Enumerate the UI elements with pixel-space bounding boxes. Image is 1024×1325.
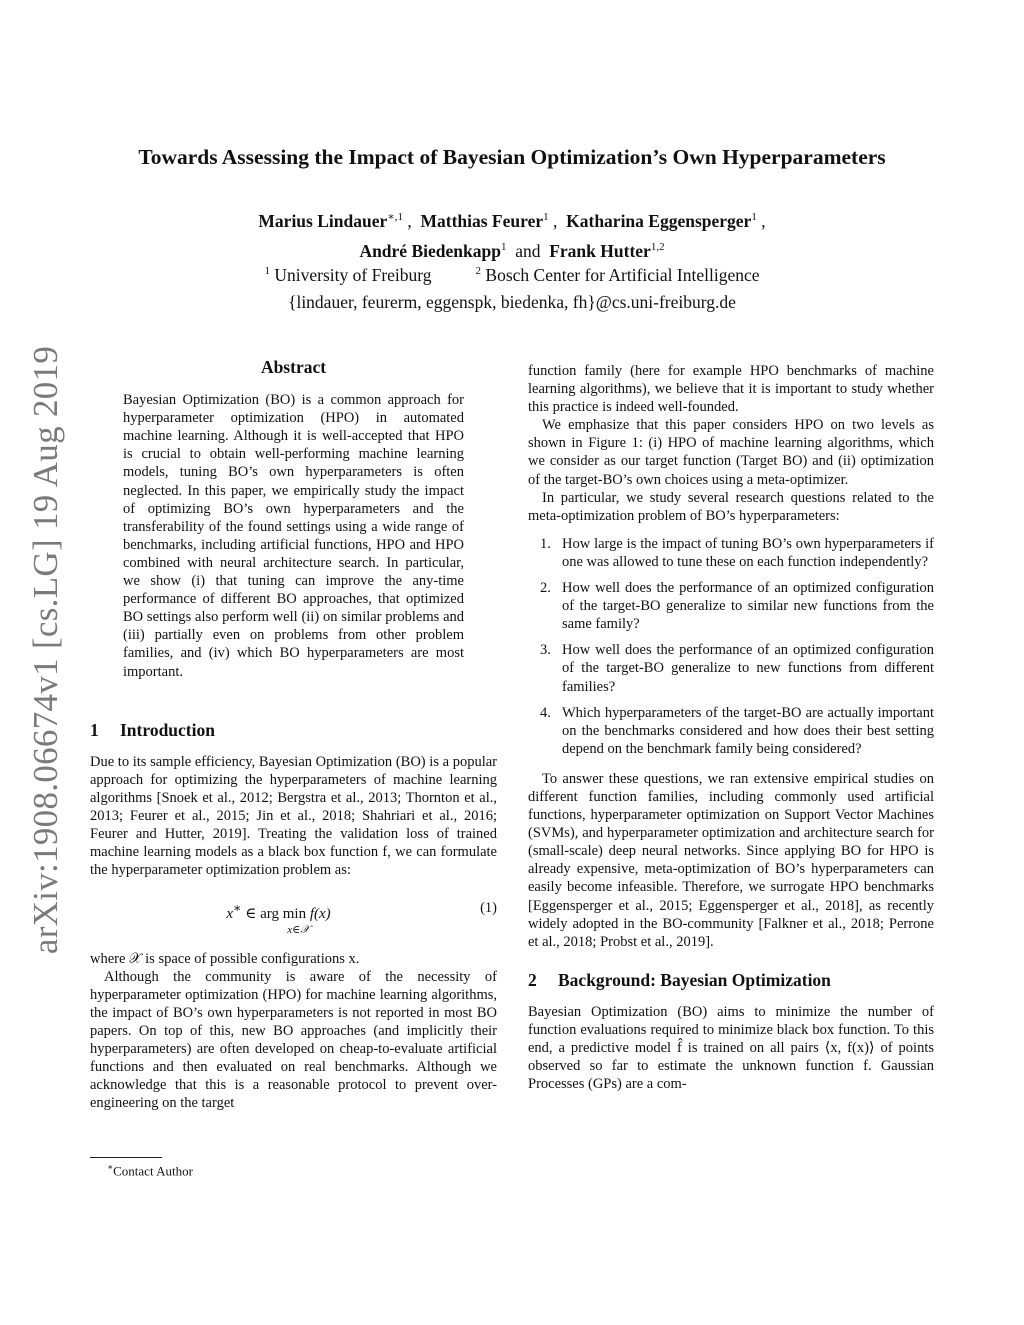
author-name: Katharina Eggensperger	[566, 210, 752, 231]
equation-1	[90, 899, 497, 939]
footnote-mark: ∗	[107, 1162, 114, 1172]
affiliation-mark: 2	[475, 265, 482, 277]
list-item	[540, 641, 934, 695]
affiliation-name: University of Freiburg	[274, 264, 432, 285]
affiliation-name: Bosch Center for Artificial Intelligence	[485, 264, 760, 285]
right-paragraph-1: function family (here for example HPO benchmarks of machine learning algorithms), we believe that it is important to study whether this practice is indeed well-founded.	[528, 363, 934, 416]
abstract-heading: Abstract	[260, 357, 327, 377]
list-number: 4.	[540, 704, 551, 721]
section-number: 2	[528, 969, 537, 990]
intro-paragraph-3: Although the community is aware of the necessity of hyperparameter optimization (HPO) for machine learning algorithms, the impact of BO’s own hyperparameters is not reported in most BO papers. On top of this, new BO approaches (and implicitly their hyperparameters) are often developed on cheap-to-evaluate artificial functions and then evaluated on real benchmarks. Although we acknowledge that this is a reasonable protocol to prevent over-engineering on the target	[90, 968, 497, 1112]
section-heading-background	[528, 971, 934, 989]
author-affiliation-mark: 1	[751, 211, 757, 223]
right-paragraph-2: We emphasize that this paper considers HPO on two levels as shown in Figure 1: (i) HPO of machine learning algorithms, which we consider as our target function (Target BO) and (ii) optimization of the target-BO’s own choices using a meta-optimizer.	[528, 417, 934, 488]
list-item	[540, 704, 934, 758]
list-number: 1.	[540, 535, 551, 552]
affiliation-line	[0, 258, 1024, 289]
intro-paragraph-1: Due to its sample efficiency, Bayesian Optimization (BO) is a popular approach for optimizing the hyperparameters of machine learning algorithms [Snoek et al., 2012; Bergstra et al., 2013; Thornton et al., 2013; Feurer et al., 2015; Jin et al., 2018; Shahriari et al., 2016; Feurer and Hutter, 2019]. Treating the validation loss of trained machine learning models as a black box function f, we can formulate the hyperparameter optimization problem as:	[90, 753, 497, 879]
equation-in: ∈	[245, 906, 257, 923]
author-name: Matthias Feurer	[420, 210, 544, 231]
arxiv-identifier	[16, 340, 76, 960]
section-number: 1	[90, 719, 99, 740]
list-item	[540, 579, 934, 633]
author-name: Marius Lindauer	[258, 210, 388, 231]
equation-subscript: x∈𝒳	[287, 924, 310, 937]
equation-function: f(x)	[309, 906, 331, 923]
author-emails: {lindauer, feurerm, eggenspk, biedenka, fh}@cs.uni-freiburg.de	[288, 291, 736, 312]
intro-paragraph-2: where 𝒳 is space of possible configurations x.	[90, 950, 360, 967]
author-affiliation-mark: 1	[500, 240, 507, 253]
research-questions	[528, 535, 934, 758]
right-paragraph-4: To answer these questions, we ran extensive empirical studies on different function families, including commonly used artificial functions, hyperparameter optimization on Support Vector Machines (SVMs), and hyperparameter optimization and architecture search for (small-scale) deep neural networks. Since applying BO for HPO is already expensive, meta-optimization of BO’s hyperparameters can easily become infeasible. Therefore, we surrogate HPO benchmarks [Eggensperger et al., 2015; Eggensperger et al., 2018], as recently widely adopted in the BO-community [Falkner et al., 2018; Perrone et al., 2018; Probst et al., 2019].	[528, 770, 934, 950]
right-paragraph-3: In particular, we study several research questions related to the meta-optimization problem of BO’s hyperparameters:	[528, 489, 934, 524]
footnote-text: Contact Author	[113, 1163, 193, 1179]
equation-number: (1)	[480, 900, 497, 917]
author-affiliation-mark: 1	[543, 211, 549, 223]
list-text: Which hyperparameters of the target-BO are actually important on the benchmarks considered and how does their best setting depend on the benchmark family being considered?	[562, 704, 934, 757]
affiliation-mark: 1	[264, 265, 270, 277]
list-text: How well does the performance of an optimized configuration of the target-BO generalize to similar new functions from the same family?	[562, 580, 934, 633]
section-heading-introduction	[90, 721, 497, 739]
author-affiliation-mark: ∗,1	[387, 211, 403, 223]
left-column	[90, 358, 497, 1112]
list-text: How well does the performance of an optimized configuration of the target-BO generalize to new functions from different families?	[562, 642, 934, 695]
list-item	[540, 535, 934, 571]
author-conjunction: and	[515, 240, 541, 261]
author-name: Frank Hutter	[549, 240, 651, 261]
author-line-1: Marius Lindauer$^{∗,1}$ , Matthias Feurer$^1$ , Katharina Eggensperger$^1$ ,	[258, 210, 766, 231]
arxiv-identifier-text: arXiv:1908.06674v1 [cs.LG] 19 Aug 2019	[26, 345, 65, 955]
author-name: André Biedenkapp	[359, 240, 501, 261]
equation-variable: x	[226, 906, 233, 923]
equation-operator: arg min	[260, 906, 307, 923]
background-paragraph-1: Bayesian Optimization (BO) aims to minimize the number of function evaluations required to minimize black box function. To this end, a predictive model f̂ is trained on all pairs ⟨x, f(x)⟩ of points observed so far to estimate the unknown function f. Gaussian Processes (GPs) are a com-	[528, 1003, 934, 1093]
author-affiliation-mark: 1,2	[650, 240, 665, 253]
footnote-divider	[90, 1157, 162, 1158]
author-list	[0, 204, 1024, 264]
section-title: Background: Bayesian Optimization	[558, 969, 831, 990]
equation-body	[90, 899, 467, 939]
paper-title: Towards Assessing the Impact of Bayesian Optimization’s Own Hyperparameters	[138, 145, 886, 169]
section-title: Introduction	[120, 719, 215, 740]
list-text: How large is the impact of tuning BO’s own hyperparameters if one was allowed to tune these on each function independently?	[562, 535, 934, 570]
footnote	[107, 1162, 193, 1179]
list-number: 3.	[540, 642, 551, 659]
affiliations	[0, 258, 1024, 316]
equation-star: ∗	[233, 901, 242, 916]
abstract-text: Bayesian Optimization (BO) is a common approach for hyperparameter optimization (HPO) in automated machine learning. Although it is well-accepted that HPO is crucial to obtain well-performing machine learning models, tuning BO’s own hyperparameters is often neglected. In this paper, we empirically study the impact of optimizing BO’s own hyperparameters and the transferability of the found settings using a wide range of benchmarks, including artificial functions, HPO and HPO combined with neural architecture search. In particular, we show (i) that tuning can improve the any-time performance of different BO approaches, that optimized BO settings also perform well (ii) on similar problems and (iii) partially even on problems from other problem families, and (iv) which BO hyperparameters are most important.	[123, 392, 464, 680]
list-number: 2.	[540, 580, 551, 597]
right-column	[528, 362, 934, 1093]
